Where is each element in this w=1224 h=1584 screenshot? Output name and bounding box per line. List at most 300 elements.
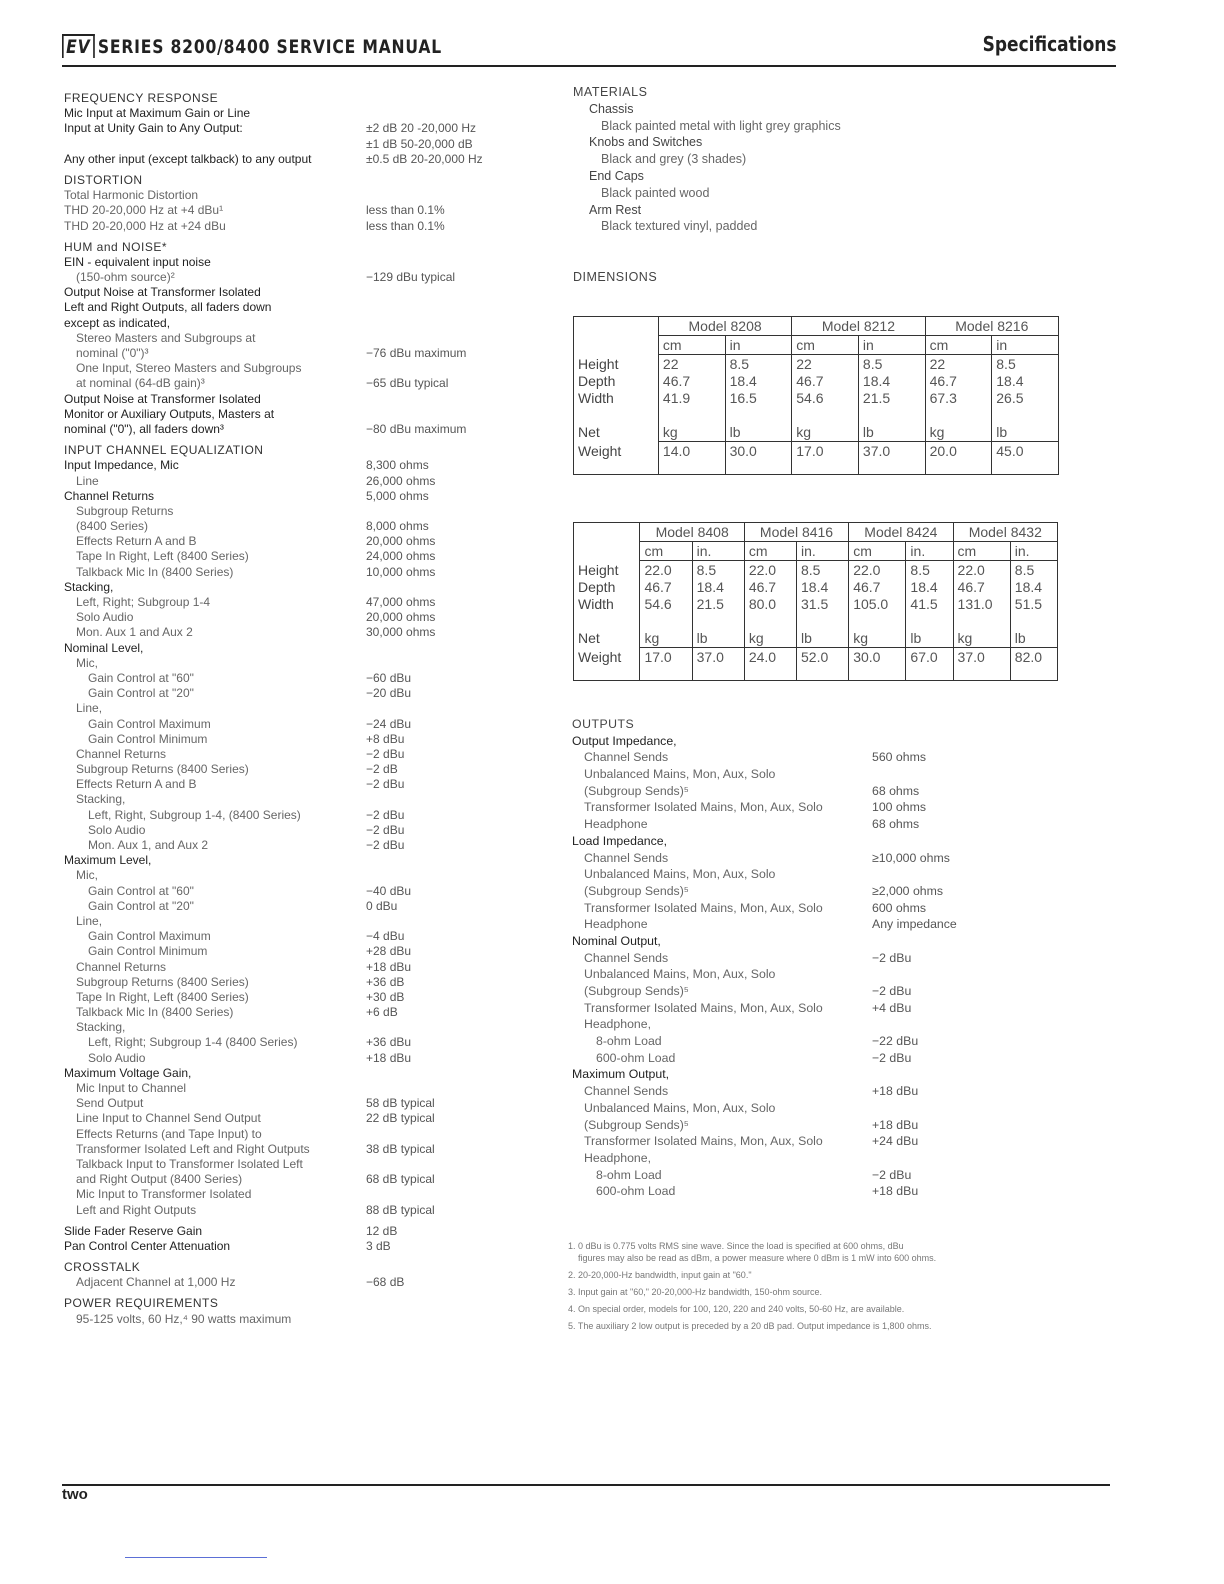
output-value: 100 ohms: [872, 800, 927, 815]
output-row: [572, 816, 1132, 833]
corner-cell: [574, 542, 640, 561]
unit-header: in.: [692, 542, 744, 561]
spec-label: Any other input (except talkback) to any output: [64, 151, 312, 166]
spec-row: [64, 106, 524, 121]
dimension-values: 22.0 46.7 80.0: [744, 561, 796, 615]
row-labels: Height Depth Width: [574, 355, 659, 409]
spec-row: [64, 203, 524, 218]
output-label: OUTPUTS: [572, 717, 635, 731]
spec-label: Input at Unity Gain to Any Output:: [64, 121, 243, 136]
weight-unit: kg: [849, 614, 906, 648]
spec-label: One Input, Stereo Masters and Subgroups: [76, 361, 302, 376]
output-value: −2 dBu: [872, 1050, 912, 1065]
spec-value: −129 dBu typical: [366, 270, 456, 285]
spec-value: 0 dBu: [366, 898, 398, 913]
output-label: (Subgroup Sends)⁵: [584, 783, 689, 798]
spec-row: [64, 747, 524, 762]
dimension-values: 22 46.7 41.9: [658, 355, 725, 409]
output-label: Headphone,: [584, 1017, 652, 1032]
spec-row: [64, 868, 524, 883]
spec-row: [64, 1111, 524, 1126]
spec-row: [64, 641, 524, 656]
weight-unit: lb: [725, 408, 792, 442]
dimension-values: 8.5 18.4 31.5: [797, 561, 849, 615]
dimension-values: 22 46.7 54.6: [792, 355, 859, 409]
spec-label: Adjacent Channel at 1,000 Hz: [76, 1275, 236, 1290]
spec-label: POWER REQUIREMENTS: [64, 1296, 219, 1311]
output-label: 8-ohm Load: [596, 1167, 662, 1182]
dimension-values: 8.5 18.4 51.5: [1010, 561, 1057, 615]
spec-row: [64, 1035, 524, 1050]
spec-row: [64, 1081, 524, 1096]
output-label: Channel Sends: [584, 950, 669, 965]
weight-unit: kg: [925, 408, 992, 442]
spec-row: [64, 1239, 524, 1254]
weight-unit: kg: [953, 614, 1010, 648]
weight-label: Weight: [574, 648, 640, 681]
spec-value: 8,000 ohms: [366, 519, 429, 534]
spec-row: [64, 422, 524, 437]
output-value: 68 ohms: [872, 817, 920, 832]
spec-value: −2 dBu: [366, 777, 405, 792]
scan-mark: [125, 1557, 267, 1558]
right-column: [573, 84, 1133, 284]
output-label: Headphone: [584, 917, 648, 932]
net-label: Net: [574, 408, 659, 442]
spec-value: +28 dBu: [366, 944, 412, 959]
weight-value: 30.0: [725, 442, 792, 475]
spec-label: Effects Return A and B: [76, 534, 197, 549]
spec-row: [64, 285, 524, 300]
output-row: [572, 850, 1132, 867]
spec-label: Solo Audio: [88, 1050, 146, 1065]
unit-header: in: [858, 336, 925, 355]
spec-value: +36 dBu: [366, 1035, 412, 1050]
spec-label: and Right Output (8400 Series): [76, 1172, 243, 1187]
spec-label: Talkback Mic In (8400 Series): [76, 1005, 234, 1020]
output-row: [572, 766, 1132, 783]
spec-label: Output Noise at Transformer Isolated: [64, 391, 261, 406]
weight-unit: lb: [906, 614, 953, 648]
corner-cell: [574, 523, 640, 542]
materials-heading: MATERIALS: [573, 85, 648, 99]
spec-row: [64, 625, 524, 640]
spec-value: 22 dB typical: [366, 1111, 435, 1126]
output-value: −2 dBu: [872, 1167, 912, 1182]
weight-value: 67.0: [906, 648, 953, 681]
spec-row: [64, 1142, 524, 1157]
model-header: Model 8416: [744, 523, 848, 542]
output-row: [572, 1000, 1132, 1017]
spec-label: Line,: [76, 913, 103, 928]
spec-row: [64, 188, 524, 203]
unit-header: cm: [744, 542, 796, 561]
dimension-values: 8.5 18.4 21.5: [858, 355, 925, 409]
output-row: [572, 1100, 1132, 1117]
spec-value: 5,000 ohms: [366, 488, 429, 503]
spec-label: Subgroup Returns (8400 Series): [76, 974, 249, 989]
spec-value: 58 dB typical: [366, 1096, 435, 1111]
output-row: [572, 883, 1132, 900]
spec-row: [64, 1157, 524, 1172]
spec-label: Solo Audio: [88, 822, 146, 837]
spec-label: Gain Control at "20": [88, 898, 194, 913]
spec-row: [64, 823, 524, 838]
spec-label: Mic Input at Maximum Gain or Line: [64, 106, 251, 121]
unit-header: cm: [658, 336, 725, 355]
spec-row: [64, 990, 524, 1005]
spec-row: [64, 346, 524, 361]
model-header: Model 8212: [792, 317, 925, 336]
spec-label: Mic,: [76, 655, 98, 670]
output-label: Transformer Isolated Mains, Mon, Aux, Solo: [584, 800, 823, 815]
spec-row: [64, 762, 524, 777]
output-label: Unbalanced Mains, Mon, Aux, Solo: [584, 967, 776, 982]
output-label: Load Impedance,: [572, 833, 668, 848]
output-row: [572, 783, 1132, 800]
spec-value: +6 dB: [366, 1005, 398, 1020]
output-value: +18 dBu: [872, 1117, 919, 1132]
spec-row: [64, 884, 524, 899]
spec-value: −76 dBu maximum: [366, 346, 467, 360]
output-label: Channel Sends: [584, 1084, 669, 1099]
output-label: Nominal Output,: [572, 933, 661, 948]
weight-label: Weight: [574, 442, 659, 475]
unit-header: in.: [797, 542, 849, 561]
unit-header: cm: [792, 336, 859, 355]
spec-value: −4 dBu: [366, 929, 405, 944]
corner-cell: [574, 336, 659, 355]
output-row: [572, 966, 1132, 983]
spec-value: −2 dBu: [366, 838, 405, 852]
spec-value: −80 dBu maximum: [366, 421, 467, 436]
spec-row: [64, 792, 524, 807]
unit-header: cm: [849, 542, 906, 561]
weight-value: 30.0: [849, 648, 906, 681]
spec-row: [64, 219, 524, 234]
spec-row: [64, 376, 524, 391]
spec-row: [64, 443, 524, 458]
spec-label: Line Input to Channel Send Output: [76, 1111, 261, 1126]
unit-header: cm: [925, 336, 992, 355]
dimension-values: 22.0 46.7 131.0: [953, 561, 1010, 615]
dimension-values: 8.5 18.4 21.5: [692, 561, 744, 615]
materials-list: [573, 101, 1133, 235]
spec-value: −2 dBu: [366, 822, 405, 837]
spec-value: 20,000 ohms: [366, 610, 436, 625]
spec-label: Total Harmonic Distortion: [64, 188, 199, 203]
page-number: two: [62, 1486, 88, 1503]
spec-value: −24 dBu: [366, 716, 412, 731]
spec-row: [64, 1203, 524, 1218]
spec-label: Gain Control at "60": [88, 670, 194, 685]
spec-label: except as indicated,: [64, 315, 171, 330]
spec-label: Mic,: [76, 868, 98, 883]
spec-row: [64, 1296, 524, 1311]
ev-logo: EV: [62, 34, 95, 58]
dimension-values: 8.5 18.4 41.5: [906, 561, 953, 615]
dimension-values: 22.0 46.7 54.6: [640, 561, 692, 615]
output-row: [572, 933, 1132, 950]
spec-value: −68 dB: [366, 1275, 405, 1290]
spec-value: 8,300 ohms: [366, 458, 429, 473]
spec-row: [64, 595, 524, 610]
model-header: Model 8216: [925, 317, 1058, 336]
spec-row: [64, 899, 524, 914]
spec-row: [64, 300, 524, 315]
spec-value: 68 dB typical: [366, 1172, 435, 1187]
spec-label: DISTORTION: [64, 172, 143, 187]
spec-row: [64, 1224, 524, 1239]
output-value: ≥2,000 ohms: [872, 883, 944, 898]
dimension-values: 22.0 46.7 105.0: [849, 561, 906, 615]
weight-unit: kg: [658, 408, 725, 442]
spec-row: [64, 853, 524, 868]
spec-label: Mic Input to Channel: [76, 1081, 187, 1095]
spec-row: [64, 1312, 524, 1327]
output-value: −22 dBu: [872, 1034, 919, 1049]
spec-label: Mic Input to Transformer Isolated: [76, 1187, 252, 1202]
spec-label: Solo Audio: [76, 610, 134, 625]
spec-label: Stereo Masters and Subgroups at: [76, 330, 256, 345]
spec-row: [64, 717, 524, 732]
spec-row: [64, 91, 524, 106]
spec-row: [64, 474, 524, 489]
spec-row: [64, 458, 524, 473]
spec-value: +18 dBu: [366, 959, 412, 974]
weight-unit: lb: [797, 614, 849, 648]
output-value: 68 ohms: [872, 783, 920, 798]
spec-row: [64, 580, 524, 595]
output-row: [572, 1066, 1132, 1083]
output-label: Transformer Isolated Mains, Mon, Aux, Solo: [584, 1000, 823, 1015]
weight-value: 17.0: [640, 648, 692, 681]
spec-row: [64, 1051, 524, 1066]
output-value: Any impedance: [872, 917, 957, 932]
output-label: Unbalanced Mains, Mon, Aux, Solo: [584, 1100, 776, 1115]
output-row: [572, 1117, 1132, 1134]
output-value: +4 dBu: [872, 1000, 912, 1015]
spec-label: THD 20-20,000 Hz at +4 dBu¹: [64, 203, 224, 218]
output-label: (Subgroup Sends)⁵: [584, 984, 689, 998]
weight-unit: kg: [640, 614, 692, 648]
manual-title: [62, 34, 442, 58]
spec-value: +8 dBu: [366, 731, 405, 746]
weight-unit: lb: [992, 408, 1059, 442]
manual-title-text: SERIES 8200/8400 SERVICE MANUAL: [97, 36, 443, 58]
spec-label: INPUT CHANNEL EQUALIZATION: [64, 443, 264, 458]
output-row: [572, 733, 1132, 750]
output-row: [572, 833, 1132, 850]
spec-value: −2 dBu: [366, 746, 405, 761]
output-row: [572, 1133, 1132, 1150]
spec-label: nominal ("0")³: [76, 346, 149, 360]
spec-label: Pan Control Center Attenuation: [64, 1238, 231, 1253]
spec-label: Output Noise at Transformer Isolated: [64, 285, 261, 300]
spec-label: Nominal Level,: [64, 640, 144, 655]
spec-value: less than 0.1%: [366, 218, 445, 233]
spec-value: 20,000 ohms: [366, 534, 436, 549]
spec-value: ±1 dB 50-20,000 dB: [366, 136, 473, 151]
spec-label: Left and Right Outputs, all faders down: [64, 300, 272, 315]
output-row: [572, 1183, 1132, 1200]
spec-value: 38 dB typical: [366, 1141, 435, 1156]
spec-label: nominal ("0"), all faders down³: [64, 421, 224, 436]
spec-row: [64, 701, 524, 716]
weight-unit: lb: [1010, 614, 1057, 648]
output-row: [572, 1033, 1132, 1050]
spec-label: Maximum Level,: [64, 853, 152, 868]
unit-header: in.: [906, 542, 953, 561]
header-rule: [62, 65, 1116, 67]
spec-value: ±2 dB 20 -20,000 Hz: [366, 121, 476, 136]
left-spec-column: [64, 91, 524, 1327]
spec-label: Mon. Aux 1, and Aux 2: [88, 838, 209, 852]
spec-label: Tape In Right, Left (8400 Series): [76, 549, 249, 564]
output-row: [572, 1050, 1132, 1067]
dimensions-table-8400: [573, 522, 1058, 681]
spec-row: [64, 534, 524, 549]
spec-label: Left, Right; Subgroup 1-4: [76, 595, 211, 609]
output-value: +18 dBu: [872, 1084, 919, 1099]
weight-value: 17.0: [792, 442, 859, 475]
output-label: 600-ohm Load: [596, 1050, 676, 1065]
footnote: 5. The auxiliary 2 low output is preceded by a 20 dB pad. Output impedance is 1,800 ohms.: [568, 1321, 932, 1331]
spec-label: Input Impedance, Mic: [64, 458, 179, 473]
net-label: Net: [574, 614, 640, 648]
spec-label: Mon. Aux 1 and Aux 2: [76, 625, 193, 640]
spec-row: [64, 975, 524, 990]
spec-row: [64, 671, 524, 686]
output-value: ≥10,000 ohms: [872, 850, 950, 865]
unit-header: cm: [953, 542, 1010, 561]
spec-label: Left, Right; Subgroup 1-4 (8400 Series): [88, 1035, 298, 1050]
output-label: (Subgroup Sends)⁵: [584, 1117, 689, 1132]
model-header: Model 8208: [658, 317, 791, 336]
spec-row: [64, 960, 524, 975]
spec-row: [64, 361, 524, 376]
spec-row: [64, 944, 524, 959]
footnotes: [568, 1240, 1068, 1337]
spec-row: [64, 1005, 524, 1020]
weight-value: 37.0: [953, 648, 1010, 681]
spec-row: [64, 407, 524, 422]
spec-label: Left, Right, Subgroup 1-4, (8400 Series): [88, 807, 301, 822]
output-label: Headphone,: [584, 1150, 652, 1165]
spec-label: Maximum Voltage Gain,: [64, 1065, 192, 1080]
spec-label: Left and Right Outputs: [76, 1202, 197, 1217]
spec-value: 26,000 ohms: [366, 473, 436, 488]
output-label: Channel Sends: [584, 850, 669, 865]
weight-unit: lb: [858, 408, 925, 442]
unit-header: in.: [1010, 542, 1057, 561]
spec-label: Tape In Right, Left (8400 Series): [76, 989, 249, 1004]
spec-row: [64, 914, 524, 929]
output-label: Headphone: [584, 817, 648, 832]
spec-label: Channel Returns: [76, 959, 167, 974]
spec-row: [64, 929, 524, 944]
spec-label: Subgroup Returns: [76, 503, 174, 518]
footnote: 4. On special order, models for 100, 120, 220 and 240 volts, 50-60 Hz, are available.: [568, 1304, 905, 1314]
output-label: 8-ohm Load: [596, 1034, 662, 1049]
output-row: [572, 716, 1132, 733]
material-name: Arm Rest: [589, 202, 642, 217]
output-label: 600-ohm Load: [596, 1184, 676, 1199]
dimensions-heading: DIMENSIONS: [573, 270, 658, 284]
spec-label: FREQUENCY RESPONSE: [64, 91, 219, 105]
spec-label: Subgroup Returns (8400 Series): [76, 762, 249, 777]
weight-value: 20.0: [925, 442, 992, 475]
spec-label: Channel Returns: [64, 488, 155, 503]
spec-row: [64, 1275, 524, 1290]
output-row: [572, 1150, 1132, 1167]
spec-row: [64, 777, 524, 792]
output-row: [572, 916, 1132, 933]
output-label: Unbalanced Mains, Mon, Aux, Solo: [584, 767, 776, 782]
spec-label: Send Output: [76, 1096, 144, 1111]
spec-row: [64, 1187, 524, 1202]
output-label: Transformer Isolated Mains, Mon, Aux, Solo: [584, 900, 823, 915]
spec-label: Monitor or Auxiliary Outputs, Masters at: [64, 406, 275, 421]
material-name: End Caps: [589, 168, 644, 183]
weight-value: 45.0: [992, 442, 1059, 475]
output-label: (Subgroup Sends)⁵: [584, 883, 689, 898]
spec-label: Effects Returns (and Tape Input) to: [76, 1126, 262, 1141]
material-name: Knobs and Switches: [589, 135, 703, 150]
spec-value: +18 dBu: [366, 1050, 412, 1065]
output-row: [572, 950, 1132, 967]
output-row: [572, 749, 1132, 766]
spec-row: [64, 686, 524, 701]
output-row: [572, 983, 1132, 1000]
outputs-section: [572, 716, 1132, 1200]
material-name: Chassis: [589, 101, 634, 116]
spec-label: Stacking,: [64, 579, 114, 594]
spec-label: Talkback Mic In (8400 Series): [76, 564, 234, 579]
output-value: 560 ohms: [872, 750, 927, 765]
output-label: Output Impedance,: [572, 733, 677, 748]
spec-row: [64, 255, 524, 270]
model-header: Model 8408: [640, 523, 744, 542]
weight-value: 24.0: [744, 648, 796, 681]
material-desc: Black and grey (3 shades): [601, 152, 747, 167]
row-labels: Height Depth Width: [574, 561, 640, 615]
spec-row: [64, 838, 524, 853]
spec-row: [64, 656, 524, 671]
output-value: 600 ohms: [872, 900, 927, 915]
spec-row: [64, 1020, 524, 1035]
dimension-values: 8.5 18.4 16.5: [725, 355, 792, 409]
weight-value: 14.0: [658, 442, 725, 475]
spec-row: [64, 392, 524, 407]
spec-label: Channel Returns: [76, 746, 167, 761]
model-header: Model 8432: [953, 523, 1057, 542]
unit-header: in: [725, 336, 792, 355]
spec-row: [64, 519, 524, 534]
output-row: [572, 1083, 1132, 1100]
spec-label: at nominal (64-dB gain)³: [76, 376, 205, 391]
spec-row: [64, 152, 524, 167]
spec-row: [64, 549, 524, 564]
dimensions-table-8200: [573, 316, 1059, 475]
spec-value: −40 dBu: [366, 883, 412, 898]
corner-cell: [574, 317, 659, 336]
spec-value: −2 dB: [366, 762, 398, 777]
spec-row: [64, 504, 524, 519]
spec-value: +30 dB: [366, 989, 405, 1004]
model-header: Model 8424: [849, 523, 953, 542]
unit-header: cm: [640, 542, 692, 561]
